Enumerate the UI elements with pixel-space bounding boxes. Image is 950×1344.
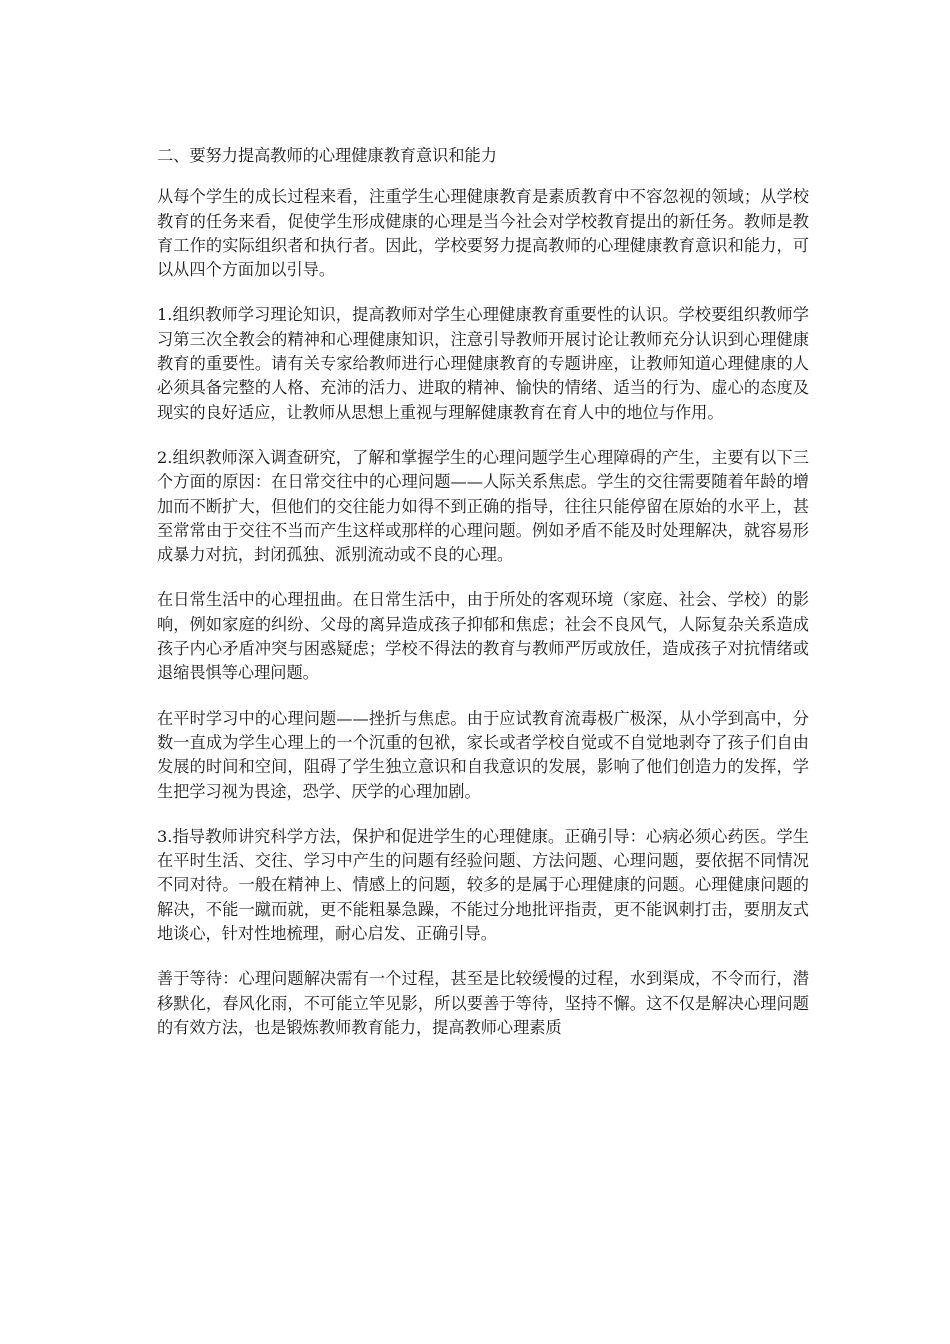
- paragraph-point-2: 2.组织教师深入调查研究，了解和掌握学生的心理问题学生心理障碍的产生，主要有以下三个方面的原因：在日常交往中的心理问题——人际关系焦虑。学生的交往需要随着年龄的增加而不断扩大，但他们的交往能力如得不到正确的指导，往往只能停留在原始的水平上，甚至常常由于交往不当而产生这样或那样的心理问题。例如矛盾不能及时处理解决，就容易形成暴力对抗，封闭孤独、派别流动或不良的心理。: [157, 447, 809, 565]
- paragraph-point-1: 1.组织教师学习理论知识，提高教师对学生心理健康教育重要性的认识。学校要组织教师学习第三次全教会的精神和心理健康知识，注意引导教师开展讨论让教师充分认识到心理健康教育的重要性。请有关专家给教师进行心理健康教育的专题讲座，让教师知道心理健康的人必须具备完整的人格、充沛的活力、进取的精神、愉快的情绪、适当的行为、虚心的态度及现实的良好适应，让教师从思想上重视与理解健康教育在育人中的地位与作用。: [157, 305, 809, 422]
- paragraph-intro: 从每个学生的成长过程来看，注重学生心理健康教育是素质教育中不容忽视的领域；从学校教育的任务来看，促使学生形成健康的心理是当今社会对学校教育提出的新任务。教师是教育工作的实际组织者和执行者。因此，学校要努力提高教师的心理健康教育意识和能力，可以从四个方面加以引导。: [157, 187, 809, 280]
- document-body: [157, 144, 809, 1061]
- paragraph-study: 在平时学习中的心理问题——挫折与焦虑。由于应试教育流毒极广极深，从小学到高中，分数一直成为学生心理上的一个沉重的包袱，家长或者学校自觉或不自觉地剥夺了孩子们自由发展的时间和空间，阻碍了学生独立意识和自我意识的发展，影响了他们创造力的发挥，学生把学习视为畏途，恐学、厌学的心理加剧。: [157, 708, 809, 801]
- paragraph-waiting: 善于等待：心理问题解决需有一个过程，甚至是比较缓慢的过程，水到渠成，不令而行，潜移默化，春风化雨，不可能立竿见影，所以要善于等待，坚持不懈。这不仅是解决心理问题的有效方法，也是锻炼教师教育能力，提高教师心理素质: [157, 969, 809, 1037]
- paragraph-point-3: 3.指导教师讲究科学方法，保护和促进学生的心理健康。正确引导：心病必须心药医。学生在平时生活、交往、学习中产生的问题有经验问题、方法问题、心理问题，要依据不同情况不同对待。一般在精神上、情感上的问题，较多的是属于心理健康的问题。心理健康问题的解决，不能一蹴而就，更不能粗暴急躁，不能过分地批评指责，更不能讽刺打击，要朋友式地谈心，针对性地梳理，耐心启发、正确引导。: [157, 826, 809, 944]
- paragraph-daily-life: 在日常生活中的心理扭曲。在日常生活中，由于所处的客观环境（家庭、社会、学校）的影响，例如家庭的纠纷、父母的离异造成孩子抑郁和焦虑；社会不良风气，人际复杂关系造成孩子内心矛盾冲突与困惑疑虑；学校不得法的教育与教师严厉或放任，造成孩子对抗情绪或退缩畏惧等心理问题。: [157, 590, 809, 683]
- section-heading: 二、要努力提高教师的心理健康教育意识和能力: [157, 146, 497, 165]
